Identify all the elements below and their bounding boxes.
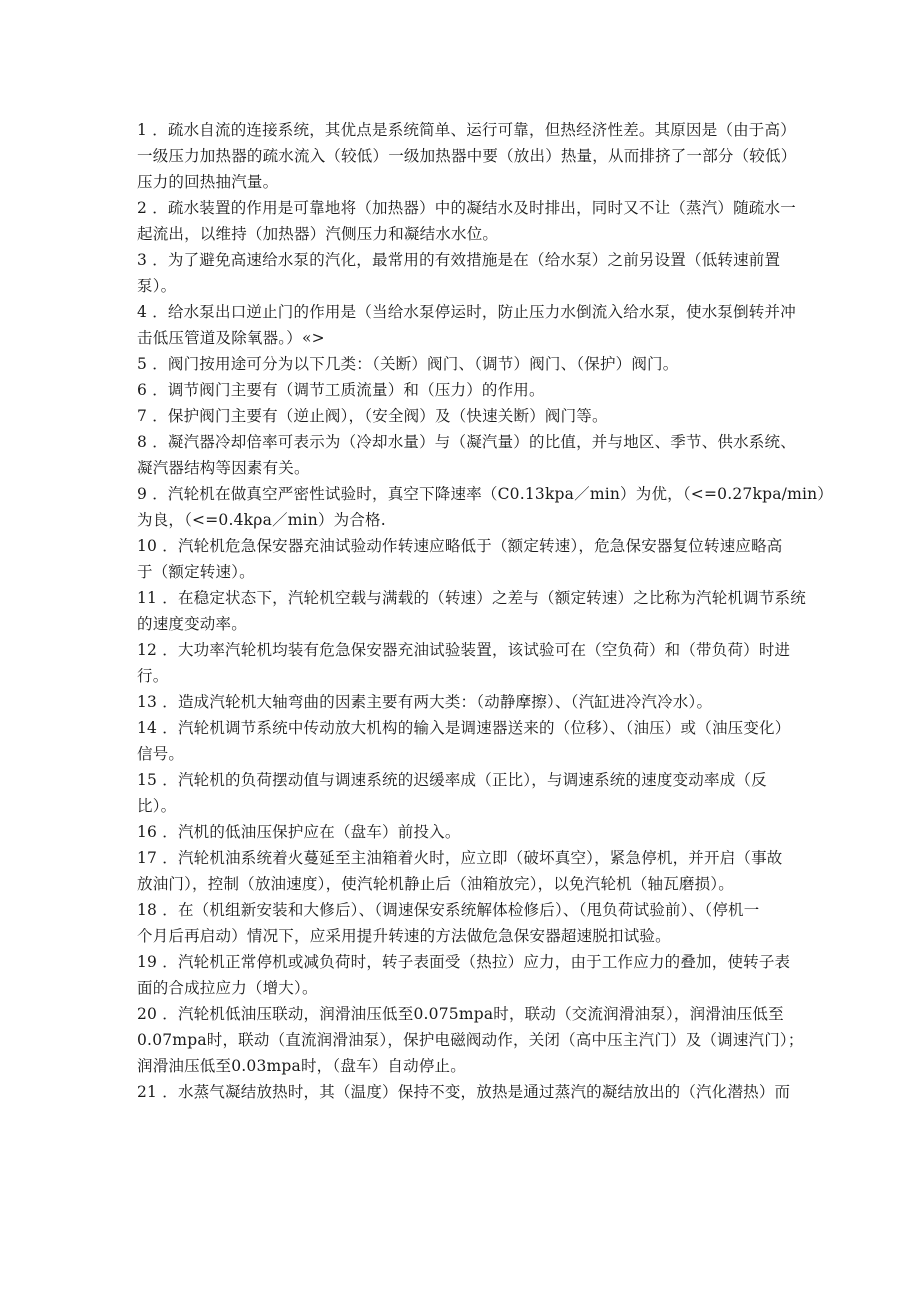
text-line: 放油门），控制（放油速度），使汽轮机静止后（油箱放完），以免汽轮机（轴瓦磨损）。: [137, 875, 735, 893]
question-item: [137, 195, 837, 247]
question-item: [137, 897, 837, 949]
text-line: 14 ．汽轮机调节系统中传动放大机构的输入是调速器送来的（位移）、（油压）或（油压变化）: [137, 719, 791, 737]
text-line: 击低压管道及除氧器。）«>: [137, 329, 325, 347]
text-line: 1 ．疏水自流的连接系统，其优点是系统简单、运行可靠，但热经济性差。其原因是（由于高）: [137, 121, 796, 139]
document-body: [137, 117, 837, 1105]
text-line: 15 ．汽轮机的负荷摆动值与调速系统的迟缓率成（正比），与调速系统的速度变动率成（反: [137, 771, 767, 789]
text-line: 7 ．保护阀门主要有（逆止阀），（安全阀）及（快速关断）阀门等。: [137, 407, 608, 425]
text-line: 20 ．汽轮机低油压联动，润滑油压低至0.075mpa时，联动（交流润滑油泵），润滑油压低至: [137, 1005, 784, 1023]
question-item: [137, 533, 837, 585]
question-item: [137, 429, 837, 481]
question-item: [137, 1001, 837, 1079]
text-line: 17 ．汽轮机油系统着火蔓延至主油箱着火时，应立即（破坏真空），紧急停机，并开启（事故: [137, 849, 783, 867]
text-line: 6 ．调节阀门主要有（调节工质流量）和（压力）的作用。: [137, 381, 545, 399]
question-item: [137, 819, 837, 845]
text-line: 2 ．疏水装置的作用是可靠地将（加热器）中的凝结水及时排出，同时又不让（蒸汽）随疏水一: [137, 199, 796, 217]
text-line: 3 ．为了避免高速给水泵的汽化，最常用的有效措施是在（给水泵）之前另设置（低转速前置: [137, 251, 781, 269]
text-line: 泵）。: [137, 277, 177, 295]
text-line: 11 ．在稳定状态下，汽轮机空载与满载的（转速）之差与（额定转速）之比称为汽轮机调节系统: [137, 589, 806, 607]
text-line: 面的合成拉应力（增大）。: [137, 979, 318, 997]
question-item: [137, 1079, 837, 1105]
text-line: 9 ．汽轮机在做真空严密性试验时，真空下降速率（C0.13kpa／min）为优，（<=0.27kpa/min）: [137, 485, 834, 503]
question-item: [137, 117, 837, 195]
text-line: 凝汽器结构等因素有关。: [137, 459, 310, 477]
question-item: [137, 845, 837, 897]
question-item: [137, 247, 837, 299]
question-item: [137, 481, 837, 533]
text-line: 润滑油压低至0.03mpa时，（盘车）自动停止。: [137, 1057, 466, 1075]
question-item: [137, 689, 837, 715]
text-line: 13 ．造成汽轮机大轴弯曲的因素主要有两大类：（动静摩擦）、（汽缸进冷汽冷水）。: [137, 693, 713, 711]
text-line: 为良，（<=0.4kρa／min）为合格.: [137, 511, 386, 529]
question-item: [137, 767, 837, 819]
text-line: 比）。: [137, 797, 177, 815]
text-line: 的速度变动率。: [137, 615, 247, 633]
text-line: 一级压力加热器的疏水流入（较低）一级加热器中要（放出）热量，从而排挤了一部分（较低）: [137, 147, 797, 165]
text-line: 0.07mpa时，联动（直流润滑油泵），保护电磁阀动作，关闭（高中压主汽门）及（调速汽门）；: [137, 1031, 804, 1049]
text-line: 压力的回热抽汽量。: [137, 173, 279, 191]
text-line: 12 ．大功率汽轮机均装有危急保安器充油试验装置，该试验可在（空负荷）和（带负荷）时进: [137, 641, 791, 659]
text-line: 8 ．凝汽器冷却倍率可表示为（冷却水量）与（凝汽量）的比值，并与地区、季节、供水系统、: [137, 433, 796, 451]
text-line: 19 ．汽轮机正常停机或减负荷时，转子表面受（热拉）应力，由于工作应力的叠加，使转子表: [137, 953, 791, 971]
question-item: [137, 637, 837, 689]
question-item: [137, 351, 837, 377]
question-item: [137, 585, 837, 637]
text-line: 个月后再启动）情况下，应采用提升转速的方法做危急保安器超速脱扣试验。: [137, 927, 671, 945]
text-line: 信号。: [137, 745, 185, 763]
question-item: [137, 403, 837, 429]
text-line: 于（额定转速）。: [137, 563, 255, 581]
question-item: [137, 715, 837, 767]
text-line: 5 ．阀门按用途可分为以下几类：（关断）阀门、（调节）阀门、（保护）阀门。: [137, 355, 679, 373]
text-line: 18 ．在（机组新安装和大修后）、（调速保安系统解体检修后）、（甩负荷试验前）、（停机一: [137, 901, 760, 919]
question-item: [137, 949, 837, 1001]
text-line: 16 ．汽机的低油压保护应在（盘车）前投入。: [137, 823, 461, 841]
question-item: [137, 377, 837, 403]
text-line: 10 ．汽轮机危急保安器充油试验动作转速应略低于（额定转速），危急保安器复位转速应略高: [137, 537, 783, 555]
text-line: 起流出，以维持（加热器）汽侧压力和凝结水水位。: [137, 225, 499, 243]
text-line: 行。: [137, 667, 169, 685]
text-line: 4 ．给水泵出口逆止门的作用是（当给水泵停运时，防止压力水倒流入给水泵，使水泵倒转并冲: [137, 303, 796, 321]
question-item: [137, 299, 837, 351]
text-line: 21 ．水蒸气凝结放热时，其（温度）保持不变，放热是通过蒸汽的凝结放出的（汽化潜热）而: [137, 1083, 791, 1101]
